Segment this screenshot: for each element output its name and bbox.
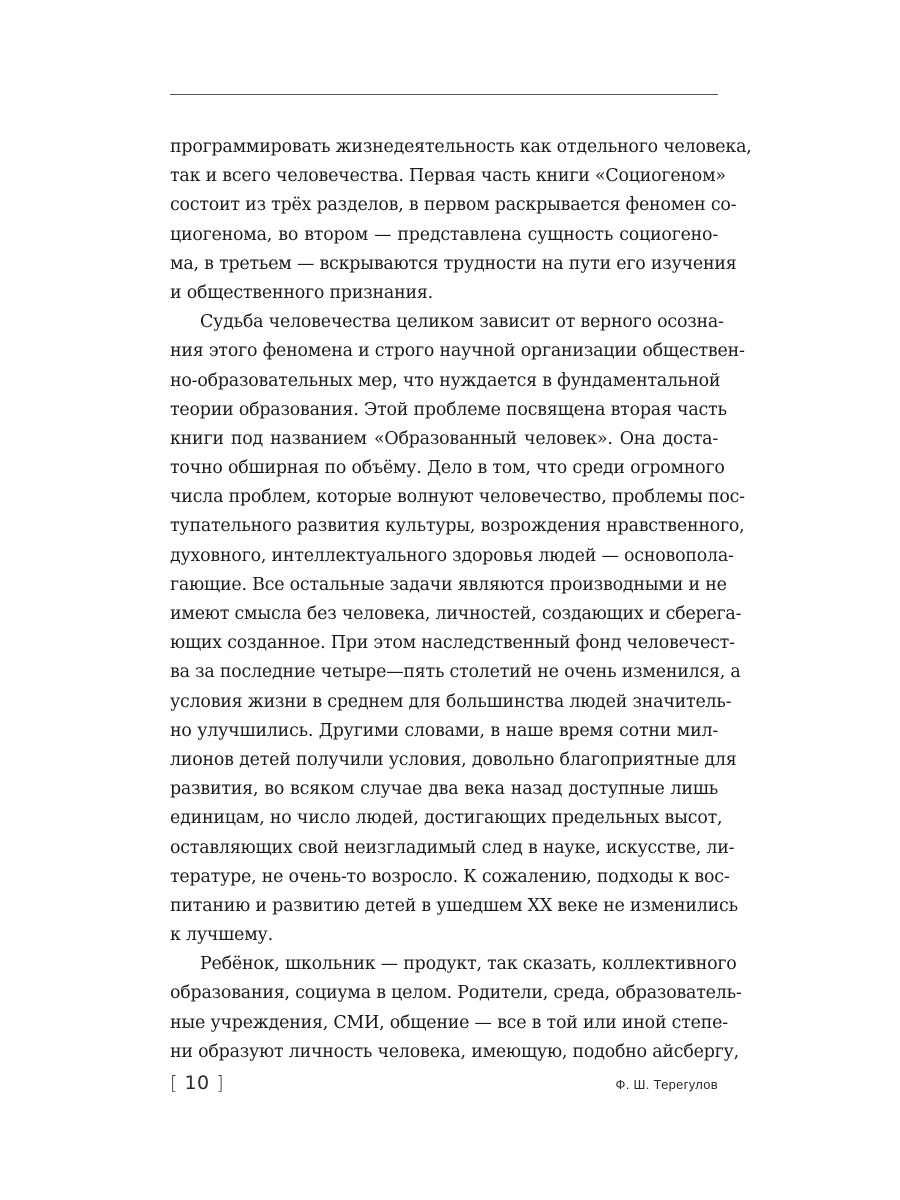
text-line: имеют смысла без человека, личностей, создающих и сберега- [170, 604, 742, 624]
running-author: Ф. Ш. Терегулов [615, 1077, 718, 1092]
text-line: тературе, не очень-то возросло. К сожалению, подходы к вос- [170, 866, 730, 887]
text-line: тупательного развития культуры, возрождения нравственного, [170, 516, 745, 537]
text-line: питанию и развитию детей в ушедшем XX веке не изменились [170, 895, 738, 916]
text-line: образования, социума в целом. Родители, среда, образователь- [170, 983, 742, 1004]
page-footer [170, 1072, 718, 1112]
text-line: лионов детей получили условия, довольно благоприятные для [170, 749, 737, 770]
text-line: единицам, но число людей, достигающих предельных высот, [170, 808, 723, 829]
text-line: ма, в третьем — вскрываются трудности на пути его изучения [170, 253, 737, 274]
text-line: книги под названием «Образованный человек». Она доста- [170, 428, 718, 449]
page-number-value: 10 [184, 1072, 210, 1094]
text-line: но улучшились. Другими словами, в наше время сотни мил- [170, 720, 718, 741]
body-text [170, 133, 752, 1067]
paragraph-start-line: Судьба человечества целиком зависит от верного осозна- [200, 312, 724, 333]
text-line: программировать жизнедеятельность как отдельного человека, [170, 137, 752, 157]
text-line: к лучшему. [170, 925, 273, 946]
text-line: и общественного признания. [170, 282, 433, 303]
text-line: ния этого феномена и строго научной организации обществен- [170, 341, 745, 362]
text-line: ные учреждения, СМИ, общение — все в той или иной степе- [170, 1012, 728, 1033]
text-line: ющих созданное. При этом наследственный фонд человечест- [170, 633, 735, 654]
page-number-close-bracket: ] [216, 1072, 225, 1094]
page-number-open-bracket: [ [170, 1072, 178, 1094]
text-line: циогенома, во втором — представлена сущность социогено- [170, 224, 718, 245]
text-line: ва за последние четыре—пять столетий не очень изменился, а [170, 662, 741, 683]
text-line: ни образуют личность человека, имеющую, подобно айсбергу, [170, 1041, 739, 1062]
page-number [170, 1072, 224, 1094]
text-line: так и всего человечества. Первая часть книги «Социогеном» [170, 166, 726, 187]
text-line: гающие. Все остальные задачи являются производными и не [170, 574, 727, 595]
header-rule [170, 94, 718, 95]
text-line: но-образовательных мер, что нуждается в фундаментальной [170, 370, 721, 391]
text-line: условия жизни в среднем для большинства людей значитель- [170, 691, 732, 712]
text-line: духовного, интеллектуального здоровья людей — основопола- [170, 545, 734, 566]
text-line: развития, во всяком случае два века назад доступные лишь [170, 779, 718, 800]
text-line: числа проблем, которые волнуют человечество, проблемы пос- [170, 487, 745, 508]
text-line: теории образования. Этой проблеме посвящена вторая часть [170, 399, 727, 420]
text-line: оставляющих свой неизгладимый след в науке, искусстве, ли- [170, 837, 735, 858]
text-line: точно обширная по объёму. Дело в том, что среди огромного [170, 458, 725, 479]
text-line: состоит из трёх разделов, в первом раскрывается феномен со- [170, 195, 737, 216]
paragraph-start-line: Ребёнок, школьник — продукт, так сказать, коллективного [200, 954, 737, 975]
